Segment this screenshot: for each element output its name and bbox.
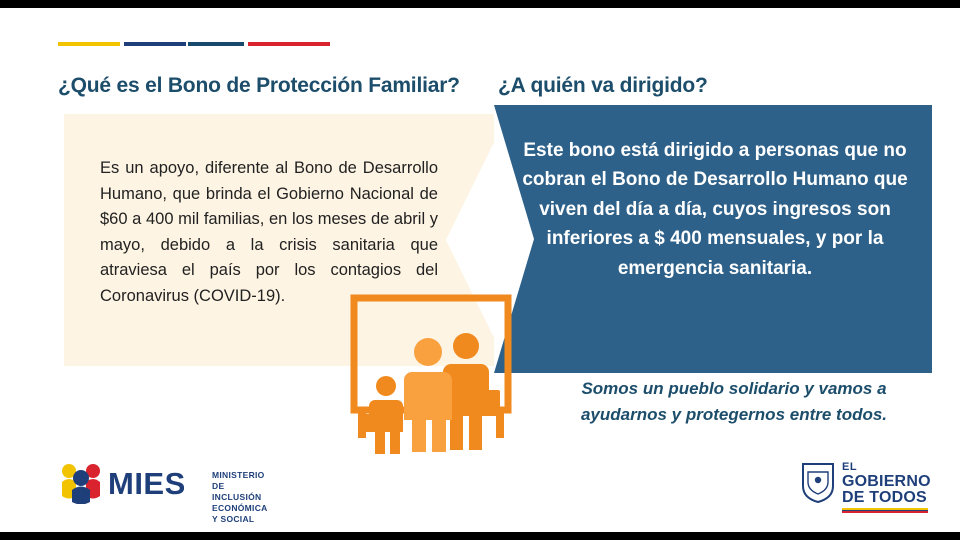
top-rule-group bbox=[58, 42, 330, 47]
gobierno-line-2: GOBIERNO bbox=[842, 472, 931, 490]
right-heading: ¿A quién va dirigido? bbox=[498, 74, 708, 97]
bottom-divider bbox=[0, 524, 960, 532]
gobierno-line-1: EL bbox=[842, 461, 858, 473]
rule-blue bbox=[124, 42, 186, 46]
coat-of-arms-icon bbox=[800, 460, 836, 504]
mies-wordmark: MIES bbox=[108, 466, 186, 501]
rule-navy bbox=[188, 42, 244, 46]
gobierno-logo bbox=[800, 458, 930, 514]
family-illustration-icon bbox=[350, 294, 530, 464]
closing-message: Somos un pueblo solidario y vamos a ayudarnos y protegernos entre todos. bbox=[580, 379, 888, 424]
gobierno-line-3: DE TODOS bbox=[842, 489, 927, 507]
left-heading: ¿Qué es el Bono de Protección Familiar? bbox=[58, 74, 460, 97]
rule-red bbox=[248, 42, 330, 46]
mies-subtitle: MINISTERIO DE INCLUSIÓN ECONÓMICA Y SOCIAL bbox=[212, 470, 268, 524]
mies-people-icon bbox=[60, 462, 102, 504]
slide-canvas bbox=[0, 8, 960, 532]
rule-yellow bbox=[58, 42, 120, 46]
left-body-text: Es un apoyo, diferente al Bono de Desarrollo Humano, que brinda el Gobierno Nacional de $60 a 400 mil familias, en los meses de abril y mayo, debido a la crisis sanitaria que atraviesa el país por los contagios del Coronavirus (COVID-19). bbox=[100, 159, 438, 305]
gobierno-wordmark bbox=[842, 462, 931, 507]
ecuador-flag-bar bbox=[842, 508, 928, 513]
right-body-text: Este bono está dirigido a personas que no cobran el Bono de Desarrollo Humano que viven del día a día, cuyos ingresos son inferiores a $ 400 mensuales, y por la emergencia sanitaria. bbox=[522, 140, 908, 279]
